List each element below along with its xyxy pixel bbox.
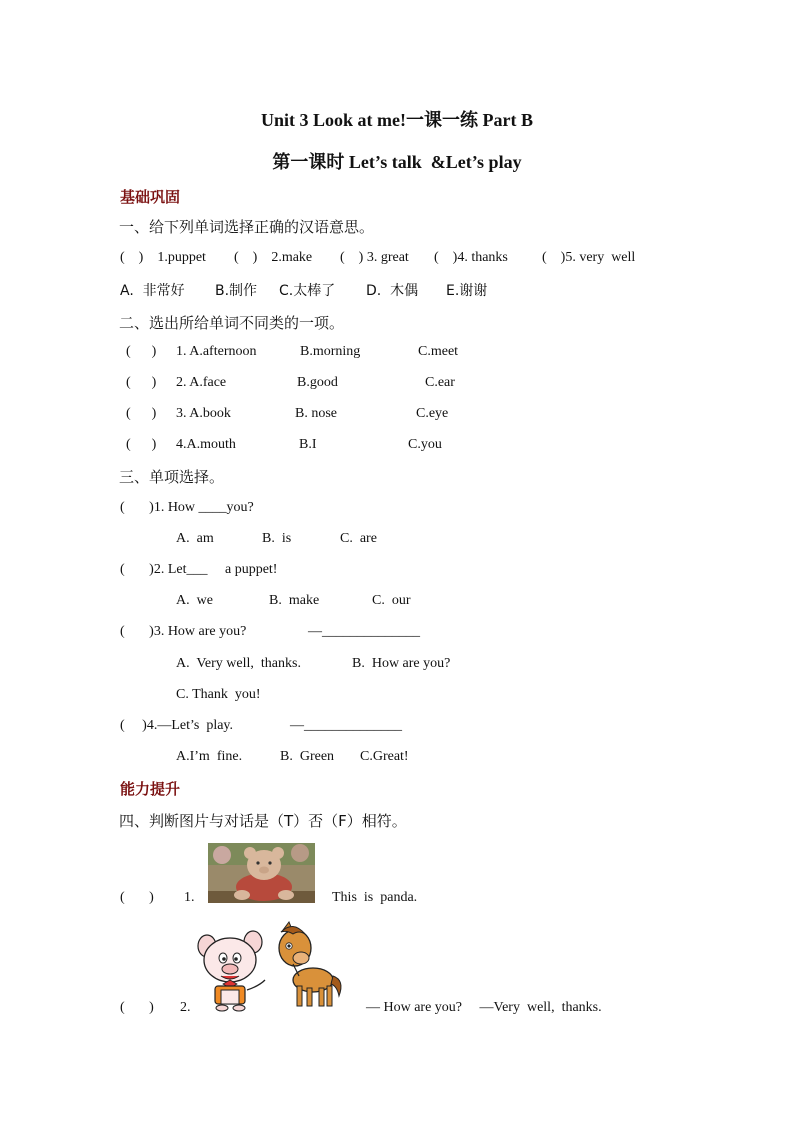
q1-item: ( )5. very well bbox=[542, 250, 636, 265]
q3-option: A. Very well, thanks. bbox=[176, 656, 301, 671]
q2-paren: ( ) bbox=[126, 375, 157, 390]
q3-option: B. make bbox=[269, 593, 320, 608]
cartoon-image bbox=[195, 920, 345, 1012]
q4-number: 2. bbox=[180, 1000, 191, 1015]
pig-and-horse-cartoon bbox=[195, 920, 345, 1012]
q3-option: A. we bbox=[176, 593, 213, 608]
q3-option: C.Great! bbox=[360, 749, 409, 764]
q2-option-a: 3. A.book bbox=[176, 406, 231, 421]
q3-option: A. am bbox=[176, 531, 214, 546]
teddy-bear-image bbox=[208, 843, 315, 903]
q1-option: B.制作 bbox=[215, 283, 258, 299]
q3-stem: ( )3. How are you? bbox=[120, 624, 247, 639]
q1-item: ( ) 3. great bbox=[340, 250, 409, 265]
answer-blank[interactable]: —______________ bbox=[290, 718, 402, 733]
q2-option-c: C.meet bbox=[418, 344, 459, 359]
q2-option-b: B.good bbox=[297, 375, 338, 390]
q2-option-c: C.you bbox=[408, 437, 442, 452]
q3-option: C. Thank you! bbox=[176, 687, 261, 702]
q2-option-a: 4.A.mouth bbox=[176, 437, 236, 452]
q2-option-c: C.eye bbox=[416, 406, 449, 421]
q2-paren: ( ) bbox=[126, 437, 157, 452]
q2-paren: ( ) bbox=[126, 406, 157, 421]
q3-option: C. are bbox=[340, 531, 377, 546]
q2-option-b: B.I bbox=[299, 437, 317, 452]
q3-option: A.I’m fine. bbox=[176, 749, 243, 764]
section-label-advanced: 能力提升 bbox=[120, 780, 181, 798]
q3-stem: ( )4.—Let’s play. bbox=[120, 718, 234, 733]
q3-stem: ( )1. How ____you? bbox=[120, 500, 254, 515]
q1-item: ( ) 1.puppet bbox=[120, 250, 206, 265]
q1-option: D. 木偶 bbox=[366, 283, 419, 299]
q1-item: ( ) 2.make bbox=[234, 250, 313, 265]
q1-option: C.太棒了 bbox=[279, 283, 336, 299]
q1-option: A. 非常好 bbox=[120, 283, 185, 299]
q3-stem: ( )2. Let___ a puppet! bbox=[120, 562, 278, 577]
q4-number: 1. bbox=[184, 890, 195, 905]
q2-option-a: 2. A.face bbox=[176, 375, 227, 390]
q3-heading: 三、单项选择。 bbox=[119, 468, 225, 486]
q2-option-c: C.ear bbox=[425, 375, 455, 390]
q4-dialogue: This is panda. bbox=[332, 890, 418, 905]
q4-paren: ( ) bbox=[120, 1000, 154, 1015]
teddy-bear-photo bbox=[208, 843, 315, 903]
q1-option: E.谢谢 bbox=[446, 283, 488, 299]
q2-option-b: B. nose bbox=[295, 406, 337, 421]
q2-heading: 二、选出所给单词不同类的一项。 bbox=[119, 314, 345, 332]
q4-dialogue: — How are you? —Very well, thanks. bbox=[366, 1000, 602, 1015]
q4-heading: 四、判断图片与对话是（T）否（F）相符。 bbox=[119, 812, 407, 830]
q3-option: B. is bbox=[262, 531, 292, 546]
q3-option: B. Green bbox=[280, 749, 335, 764]
page-title: Unit 3 Look at me!一课一练 Part B bbox=[261, 110, 533, 130]
section-label-basic: 基础巩固 bbox=[120, 188, 181, 206]
q1-heading: 一、给下列单词选择正确的汉语意思。 bbox=[119, 218, 375, 236]
q2-option-a: 1. A.afternoon bbox=[176, 344, 257, 359]
page-subtitle: 第一课时 Let’s talk &Let’s play bbox=[272, 152, 522, 172]
q2-paren: ( ) bbox=[126, 344, 157, 359]
answer-blank[interactable]: —______________ bbox=[308, 624, 420, 639]
q3-option: C. our bbox=[372, 593, 411, 608]
q2-option-b: B.morning bbox=[300, 344, 361, 359]
q1-item: ( )4. thanks bbox=[434, 250, 508, 265]
q4-paren: ( ) bbox=[120, 890, 154, 905]
q3-option: B. How are you? bbox=[352, 656, 451, 671]
